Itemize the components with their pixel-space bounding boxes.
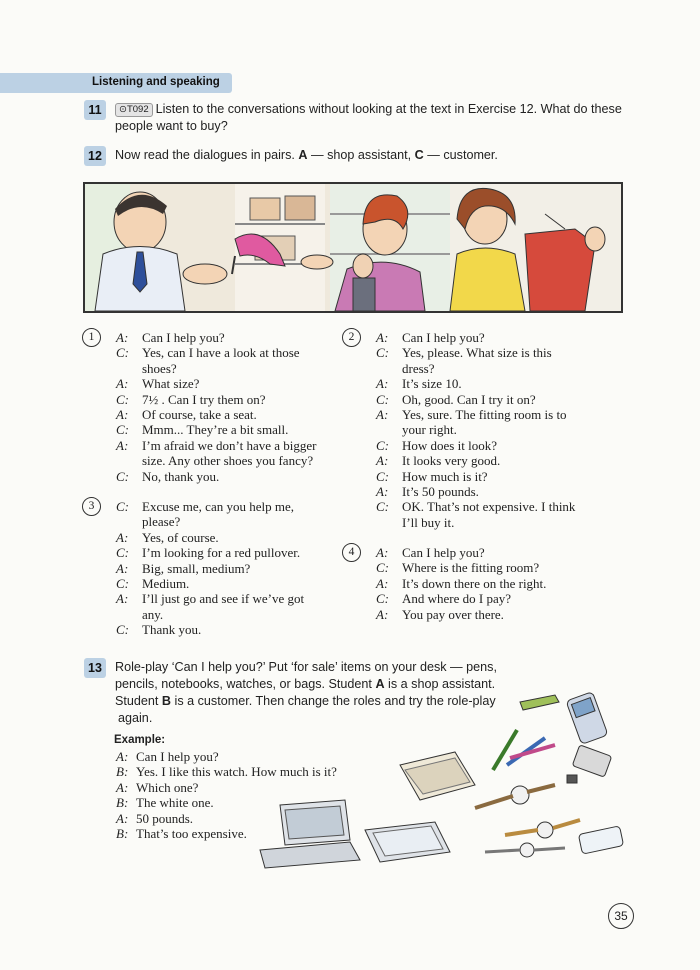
shop-illustration (83, 182, 623, 313)
exercise-12-text: Now read the dialogues in pairs. A — shop assistant, C — customer. (115, 148, 498, 162)
dialogue-2: 2 A: Can I help you? C: Yes, please. What size is this dress? A: It’s size 10. C: Oh, good. Can I try it on? A: Yes, sure. The fitting room is to your right. C: How does it look? A: It looks very good. C: How much is it? A: It’s 50 pounds. C: OK. That’s not expensive. I think I’ll buy it. (342, 330, 575, 530)
shop-scene-drawing (85, 184, 621, 311)
section-heading-tab (0, 73, 232, 93)
dialogue-number-1: 1 (82, 328, 101, 347)
laptop-icon (260, 800, 360, 868)
example-label: Example: (114, 734, 166, 746)
card-reader-icon (578, 826, 623, 854)
example-dialogue: Example: A: Can I help you? B: Yes. I like this watch. How much is it? A: Which one? B: The white one. A: 50 pounds. B: That’s too expensive. (114, 734, 337, 841)
play-icon: ⊙ (119, 104, 127, 115)
dialogue-3: 3 C: Excuse me, can you help me, please? A: Yes, of course. C: I’m looking for a red pullover. A: Big, small, medium? C: Medium. A: I’ll just go and see if we’ve got any. C: Thank you. (82, 499, 304, 638)
tablet-icon (365, 822, 450, 862)
exercise-11-text: ⊙T092 Listen to the conversations without looking at the text in Exercise 12. What do these people want to buy? (115, 102, 622, 133)
exercise-number-12: 12 (84, 146, 106, 166)
phone-icon (566, 692, 608, 745)
watches-icon (475, 785, 580, 857)
dialogue-1: 1 A: Can I help you? C: Yes, can I have a look at those shoes? A: What size? C: 7½ . Can I try them on? A: Of course, take a seat. C: Mmm... They’re a bit small. A: I’m afraid we don’t have a bigger size. Any other shoes you fancy? C: No, thank you. (82, 330, 316, 484)
audio-track-badge[interactable]: ⊙T092 (115, 103, 153, 117)
flash-drive-icon (567, 745, 612, 783)
exercise-13-text: Role-play ‘Can I help you?’ Put ‘for sale’ items on your desk — pens, pencils, notebooks, watches, or bags. Student A is a shop assistant. Student B is a customer. Then change the roles and try the role-play again. (115, 660, 497, 725)
exercise-number-11: 11 (84, 100, 106, 120)
dialogue-number-2: 2 (342, 328, 361, 347)
green-pencil-case-icon (520, 695, 559, 710)
notebook-icon (400, 752, 475, 800)
exercise-number-13: 13 (84, 658, 106, 678)
page-number: 35 (608, 903, 634, 929)
dialogue-number-4: 4 (342, 543, 361, 562)
dialogue-number-3: 3 (82, 497, 101, 516)
section-title: Listening and speaking (92, 76, 220, 88)
dialogue-4: 4 A: Can I help you? C: Where is the fitting room? A: It’s down there on the right. C: And where do I pay? A: You pay over there. (342, 545, 546, 622)
pens-icon (493, 730, 555, 770)
sale-items-illustration (255, 690, 635, 870)
